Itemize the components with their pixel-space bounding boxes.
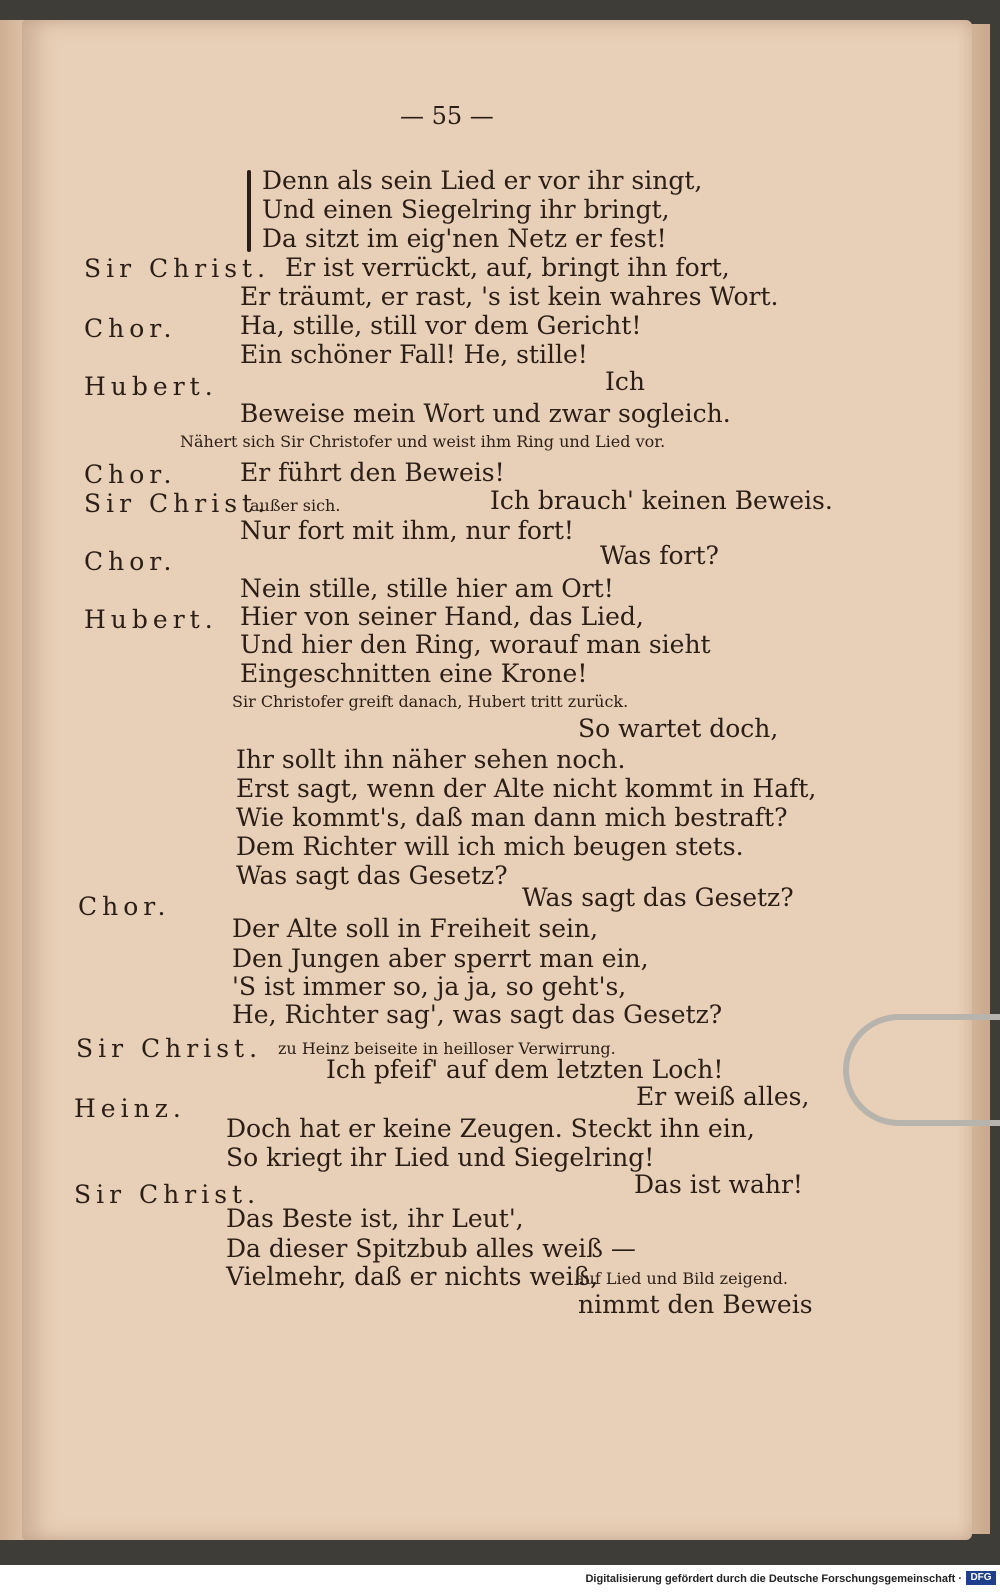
verse-line: Ich brauch' keinen Beweis. — [490, 486, 833, 515]
verse-line: Erst sagt, wenn der Alte nicht kommt in Haft, — [236, 774, 817, 803]
verse-line: Und hier den Ring, worauf man sieht — [240, 630, 711, 659]
page-number: — 55 — — [400, 102, 494, 130]
speaker-name: Hubert. — [84, 605, 218, 634]
verse-line: Was sagt das Gesetz? — [236, 861, 508, 890]
paper-clip — [843, 1014, 1000, 1126]
speaker-name: Chor. — [84, 547, 177, 576]
speaker-name: Sir Christ. — [84, 489, 271, 518]
verse-line: Was sagt das Gesetz? — [522, 883, 794, 912]
verse-line: Den Jungen aber sperrt man ein, — [232, 944, 649, 973]
stage-direction: Sir Christofer greift danach, Hubert tritt zurück. — [232, 692, 629, 711]
verse-line: Ich — [605, 367, 645, 396]
speaker-name: Hubert. — [84, 372, 218, 401]
stage-direction: zu Heinz beiseite in heilloser Verwirrung. — [278, 1039, 616, 1058]
verse-line: Er ist verrückt, auf, bringt ihn fort, — [285, 253, 730, 282]
verse-line: nimmt den Beweis — [578, 1290, 813, 1319]
stage-direction: Nähert sich Sir Christofer und weist ihm Ring und Lied vor. — [180, 432, 666, 451]
verse-line: Das ist wahr! — [634, 1170, 803, 1199]
verse-line: Er träumt, er rast, 's ist kein wahres Wort. — [240, 282, 779, 311]
funding-notice: Digitalisierung gefördert durch die Deutsche Forschungsgemeinschaft · — [585, 1573, 962, 1585]
verse-line: Er führt den Beweis! — [240, 458, 505, 487]
verse-line: Ha, stille, still vor dem Gericht! — [240, 311, 642, 340]
speaker-name: Sir Christ. — [74, 1180, 261, 1209]
speaker-name: Sir Christ. — [76, 1034, 263, 1063]
verse-line: Er weiß alles, — [636, 1082, 810, 1111]
speaker-name: Chor. — [78, 892, 171, 921]
speaker-name: Chor. — [84, 314, 177, 343]
verse-line: He, Richter sag', was sagt das Gesetz? — [232, 1000, 723, 1029]
verse-line: Das Beste ist, ihr Leut', — [226, 1204, 524, 1233]
verse-line: Dem Richter will ich mich beugen stets. — [236, 832, 744, 861]
verse-line: Eingeschnitten eine Krone! — [240, 659, 588, 688]
verse-line: Vielmehr, daß er nichts weiß, — [226, 1262, 599, 1291]
dfg-logo: DFG — [966, 1571, 996, 1585]
verse-line: Wie kommt's, daß man dann mich bestraft? — [236, 803, 788, 832]
verse-line: 'S ist immer so, ja ja, so geht's, — [232, 972, 627, 1001]
verse-line: Da dieser Spitzbub alles weiß — — [226, 1234, 636, 1263]
verse-line: Denn als sein Lied er vor ihr singt, — [262, 166, 703, 195]
verse-line: So wartet doch, — [578, 714, 779, 743]
verse-line: Hier von seiner Hand, das Lied, — [240, 602, 644, 631]
verse-line: Da sitzt im eig'nen Netz er fest! — [262, 224, 667, 253]
footer-bar — [0, 1565, 1000, 1593]
speaker-name: Heinz. — [74, 1094, 186, 1123]
verse-line: Nur fort mit ihm, nur fort! — [240, 516, 574, 545]
verse-line: Ich pfeif' auf dem letzten Loch! — [326, 1055, 724, 1084]
verse-line: Ein schöner Fall! He, stille! — [240, 340, 588, 369]
stage-direction: auf Lied und Bild zeigend. — [575, 1269, 789, 1288]
verse-line: Was fort? — [600, 541, 719, 570]
speaker-name: Chor. — [84, 460, 177, 489]
verse-line: Beweise mein Wort und zwar sogleich. — [240, 399, 731, 428]
verse-bracket — [247, 170, 251, 252]
verse-line: Nein stille, stille hier am Ort! — [240, 574, 614, 603]
verse-line: Ihr sollt ihn näher sehen noch. — [236, 745, 626, 774]
verse-line: Doch hat er keine Zeugen. Steckt ihn ein, — [226, 1114, 755, 1143]
verse-line: So kriegt ihr Lied und Siegelring! — [226, 1143, 655, 1172]
stage-direction: außer sich. — [250, 496, 341, 515]
speaker-name: Sir Christ. — [84, 254, 271, 283]
verse-line: Und einen Siegelring ihr bringt, — [262, 195, 670, 224]
verse-line: Der Alte soll in Freiheit sein, — [232, 914, 599, 943]
